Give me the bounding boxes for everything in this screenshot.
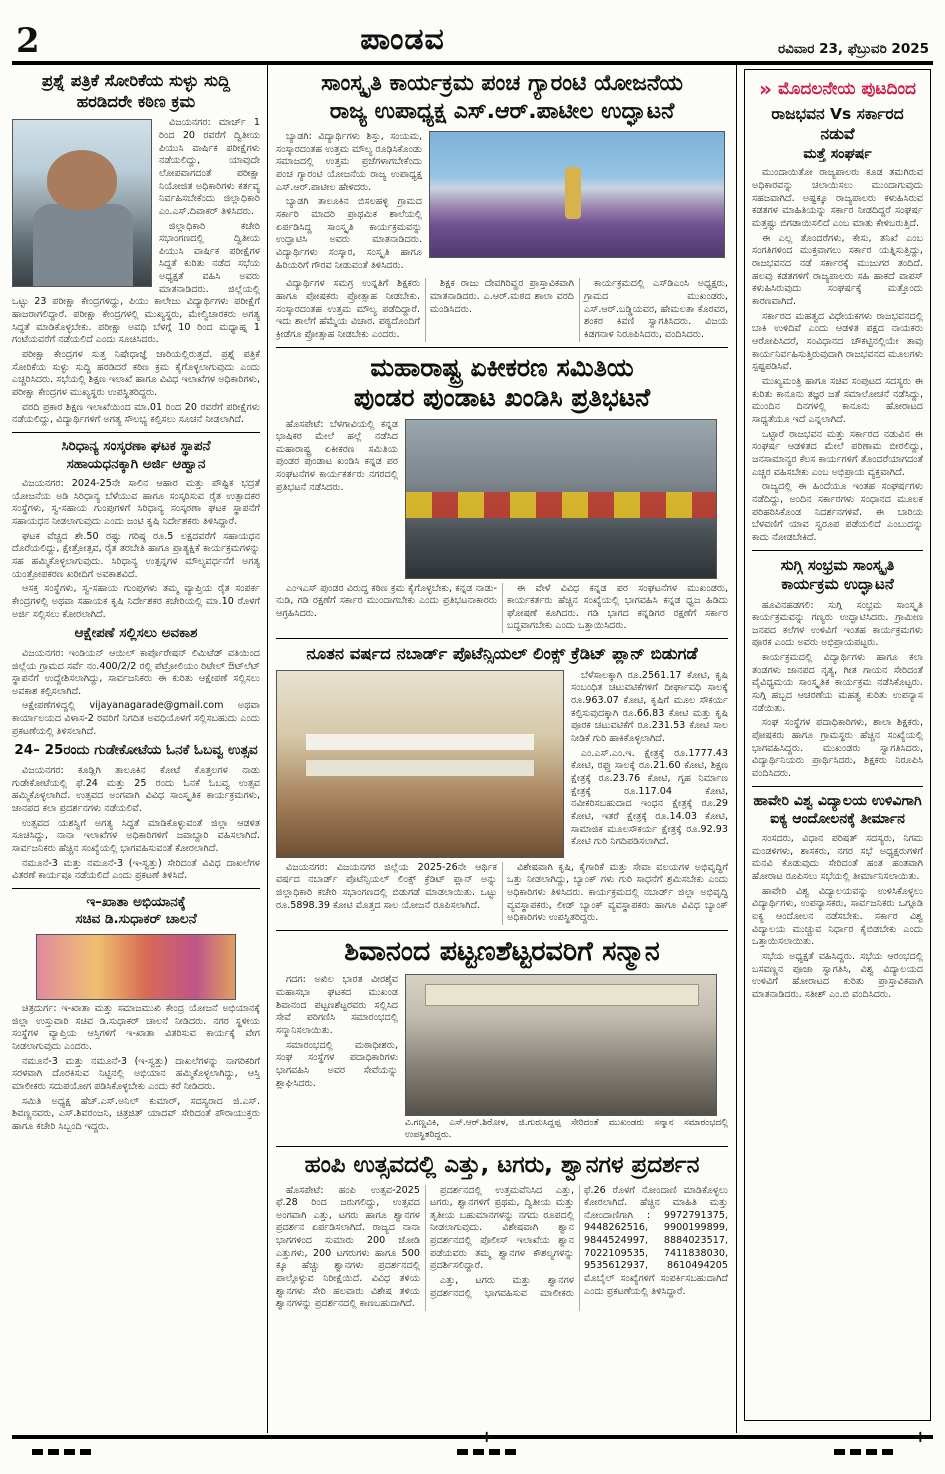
article-haveri-university	[752, 792, 923, 1002]
crop-marks-center	[457, 1449, 516, 1455]
article-body	[12, 478, 260, 621]
paragraph: ವಿಜಯನಗರ: ಮಾರ್ಚ್ 1 ರಿಂದ 20 ರವರೆಗೆ ದ್ವಿತೀಯ ಪಿಯುಸಿ ವಾರ್ಷಿಕ ಪರೀಕ್ಷೆಗಳು ನಡೆಯಲಿದ್ದು, ಯಾವುದೇ ಲೋಪವಾಗದಂತೆ ಪರೀಕ್ಷಾ ನಿಯೋಜಿತ ಅಧಿಕಾರಿಗಳು ಕರ್ತವ್ಯ ನಿರ್ವಹಿಸಬೇಕೆಂದು ಜಿಲ್ಲಾಧಿಕಾರಿ ಎಂ.ಎಸ್.ದಿವಾಕರ್ ತಿಳಿಸಿದರು.	[159, 117, 260, 217]
article-rajbhavan-vs-govt	[752, 77, 923, 545]
paragraph: ಚಿತ್ರದುರ್ಗ: ಇ-ಖಾತಾ ಮತ್ತು ಸಮಾಜಮುಖಿ ಕೇಂದ್ರ ಯೋಜನೆ ಅಭಿಯಾನಕ್ಕೆ ಜಿಲ್ಲಾ ಉಸ್ತುವಾರಿ ಸಚಿವ ಡಿ.ಸುಧಾಕರ್ ಚಾಲನೆ ನೀಡಿದರು. ನಗರ ಸ್ಥಳೀಯ ಸಂಸ್ಥೆಗಳ ವ್ಯಾಪ್ತಿಯ ಆಸ್ತಿಗಳಿಗೆ ಇ-ಖಾತಾ ವಿತರಿಸುವ ಕಾರ್ಯಕ್ಕೆ ವೇಗ ನೀಡಲಾಗುವುದು ಎಂದರು.	[12, 1003, 260, 1052]
paragraph: ಸಭೆಯ ಅಧ್ಯಕ್ಷತೆ ವಹಿಸಿದ್ದರು. ಸಭೆಯ ಆರಂಭದಲ್ಲಿ ಬಸವಣ್ಣನ ಪೂಜಾ ಸ್ವಾಗತಿಸಿ, ವಿಶ್ವ ವಿದ್ಯಾಲಯದ ಉಳಿವಿಗೆ ಹೋರಾಟದ ಕುರಿತು ಪ್ರಾಸ್ತಾವಿಕವಾಗಿ ಮಾತನಾಡಿದರು. ಸತೀಶ್ ಎಂ.ಬಿ ವಂದಿಸಿದರು.	[752, 950, 923, 1000]
article-lead	[276, 131, 422, 274]
paragraph: ಆಸಕ್ತ ಸಂಸ್ಥೆಗಳು, ಸ್ವ-ಸಹಾಯ ಗುಂಪುಗಳು ತಮ್ಮ ವ್ಯಾಪ್ತಿಯ ರೈತ ಸಂಪರ್ಕ ಕೇಂದ್ರಗಳಲ್ಲಿ ಅಥವಾ ಸಹಾಯಕ ಕೃಷಿ ನಿರ್ದೇಶಕರ ಕಚೇರಿಯಲ್ಲಿ ಮಾ.10 ರೊಳಗೆ ಅರ್ಜಿ ಸಲ್ಲಿಸಲು ಕೋರಲಾಗಿದೆ.	[12, 583, 260, 620]
paragraph: ಈ ಎಲ್ಲ ತೊಂದರೆಗಳು, ಕೇಸು, ತನಿಖೆ ಎಂಬ ಸಂಗತಿಗಳಿಂದ ಮುಕ್ತವಾಗಲು ಸರ್ಕಾರ ಯತ್ನಿಸುತ್ತಿದ್ದು, ರಾಜಭವನದ ನಡೆ ಸರ್ಕಾರಕ್ಕೆ ಮುಜುಗರ ತಂದಿದೆ. ಹಲವು ಕಡತಗಳಿಗೆ ರಾಜ್ಯಪಾಲರು ಸಹಿ ಹಾಕದೆ ವಾಪಸ್ ಕಳುಹಿಸಿರುವುದು ಸಂಘರ್ಷಕ್ಕೆ ಮತ್ತೊಂದು ಕಾರಣವಾಗಿದೆ.	[752, 232, 923, 308]
paragraph: ಒಟ್ಟಾರೆ ರಾಜಭವನ ಮತ್ತು ಸರ್ಕಾರದ ನಡುವಿನ ಈ ಸಂಘರ್ಷ ಆಡಳಿತದ ಮೇಲೆ ಪರಿಣಾಮ ಬೀರಲಿದ್ದು, ಜನಸಾಮಾನ್ಯರ ಕೆಲಸ ಕಾರ್ಯಗಳಿಗೆ ತೊಂದರೆಯಾಗದಂತೆ ಎಚ್ಚರ ವಹಿಸಬೇಕು ಎಂಬ ಅಭಿಪ್ರಾಯ ವ್ಯಕ್ತವಾಗಿದೆ.	[752, 428, 923, 478]
headline: ಪ್ರಶ್ನೆ ಪತ್ರಿಕೆ ಸೋರಿಕೆಯ ಸುಳ್ಳು ಸುದ್ದಿ ಹರಡಿದರೇ ಕಠಿಣ ಕ್ರಮ	[41, 71, 231, 111]
paragraph: ಬ್ಯಾಡಗಿ: ವಿದ್ಯಾರ್ಥಿಗಳು ಶಿಸ್ತು, ಸಂಯಮ, ಸಂಸ್ಕಾರದಂತಹ ಉತ್ತಮ ಮೌಲ್ಯ ರೂಢಿಸಿಕೊಂಡು ಸಮಾಜದಲ್ಲಿ ಉತ್ತಮ ಪ್ರಜೆಗಳಾಗಬೇಕೆಂದು ಪಂಚ ಗ್ಯಾರಂಟಿ ಯೋಜನೆಯ ರಾಜ್ಯ ಉಪಾಧ್ಯಕ್ಷ ಎಸ್.ಆರ್.ಪಾಟೀಲ ಹೇಳಿದರು.	[276, 131, 422, 193]
article-side-text	[571, 670, 728, 858]
paragraph: ಎಂಇಎಸ್ ಪುಂಡರ ವಿರುದ್ಧ ಕಠಿಣ ಕ್ರಮ ಕೈಗೊಳ್ಳಬೇಕು, ಕನ್ನಡ ನಾಡು-ನುಡಿ, ಗಡಿ ರಕ್ಷಣೆಗೆ ಸರ್ಕಾರ ಮುಂದಾಗಬೇಕು ಎಂದು ಪ್ರತಿಭಟನಾಕಾರರು ಆಗ್ರಹಿಸಿದರು.	[276, 582, 497, 619]
paragraph: ಸಂಸದರು, ವಿಧಾನ ಪರಿಷತ್ ಸದಸ್ಯರು, ನಿಗಮ ಮಂಡಳಿಗಳು, ಶಾಸಕರು, ನಗರ ಸಭೆ ಅಧ್ಯಕ್ಷರುಗಳಿಗೆ ಮನವಿ ಕೊಡುವುದು ಸೇರಿದಂತೆ ಹಂತ ಹಂತವಾಗಿ ಹೋರಾಟ ರೂಪಿಸಲು ಸಭೆಯಲ್ಲಿ ತೀರ್ಮಾನಿಸಲಾಯಿತು.	[752, 833, 923, 883]
divider	[12, 432, 260, 433]
headline: ಆಕ್ಷೇಪಣೆ ಸಲ್ಲಿಸಲು ಅವಕಾಶ	[74, 625, 198, 642]
print-marks	[12, 1427, 933, 1465]
paragraph: ಶಿಕ್ಷಕ ರಾಜು ದೇವಗಿರಿವ್ಹರ ಪ್ರಾಸ್ತಾವಿಕವಾಗಿ ಮಾತನಾಡಿದರು. ಎ.ಆರ್.ಮಠದ ಶಾಲಾ ವರದಿ ಮಂಡಿಸಿದರು.	[430, 278, 574, 315]
paragraph: ಬೆಳೆಸಾಲಕ್ಕಾಗಿ ರೂ.2561.17 ಕೋಟಿ, ಕೃಷಿ ಸಂಬಂಧಿತ ಚಟುವಟಿಕೆಗಳಿಗೆ ದೀರ್ಘಾವಧಿ ಸಾಲಕ್ಕೆ ರೂ.963.07 ಕೋಟಿ, ಕೃಷಿಗೆ ಮೂಲ ಸೌಕರ್ಯ ಕಲ್ಪಿಸುವುದಕ್ಕಾಗಿ ರೂ.66.83 ಕೋಟಿ ಮತ್ತು ಕೃಷಿ ಪೂರಕ ಚಟುವಟಿಕೆಗೆ ರೂ.231.53 ಕೋಟಿ ಸಾಲ ನೀಡಿಕೆ ಗುರಿ ಹಾಕಿಕೊಳ್ಳಲಾಗಿದೆ.	[571, 669, 728, 745]
divider	[752, 786, 923, 787]
headline: ಹಾವೇರಿ ವಿಶ್ವ ವಿದ್ಯಾಲಯ ಉಳಿವಿಗಾಗಿ ಐಕ್ಯ ಆಂದೋಲನಕ್ಕೆ ತೀರ್ಮಾನ	[753, 792, 922, 827]
article-suggi-sambhrama	[752, 556, 923, 781]
paragraph: ಘಟಕ ವೆಚ್ಚದ ಶೇ.50 ರಷ್ಟು ಗರಿಷ್ಠ ರೂ.5 ಲಕ್ಷದವರೆಗೆ ಸಹಾಯಧನ ದೊರೆಯಲಿದ್ದು, ಕ್ಷೇತ್ರೋತ್ಸವ, ರೈತ ತರಬೇತಿ ಹಾಗೂ ಪ್ರಾತ್ಯಕ್ಷಿಕೆ ಕಾರ್ಯಕ್ರಮಗಳನ್ನು ಸಹ ಹಮ್ಮಿಕೊಳ್ಳಲಾಗುವುದು. ಸಿರಿಧಾನ್ಯ ಉತ್ಪನ್ನಗಳ ಮೌಲ್ಯವರ್ಧನೆಗೆ ಅಗತ್ಯ ಯಂತ್ರೋಪಕರಣ ಖರೀದಿಗೆ ಅವಕಾಶವಿದೆ.	[12, 530, 260, 580]
paragraph: ನಮೂನೆ-3 ಮತ್ತು ನಮೂನೆ-3 (ಇ-ಸ್ವತ್ತು) ದಾಖಲೆಗಳನ್ನು ನಾಗರಿಕರಿಗೆ ಸರಳವಾಗಿ ದೊರಕಿಸುವ ನಿಟ್ಟಿನಲ್ಲಿ ಅಭಿಯಾನ ಹಮ್ಮಿಕೊಳ್ಳಲಾಗಿದ್ದು, ಆಸ್ತಿ ಮಾಲೀಕರು ಸದುಪಯೋಗ ಪಡಿಸಿಕೊಳ್ಳಬೇಕು ಎಂದು ಕರೆ ನೀಡಿದರು.	[12, 1055, 260, 1092]
paragraph: ಸಮಾರಂಭದಲ್ಲಿ ಮಠಾಧೀಶರು, ಸಂಘ ಸಂಸ್ಥೆಗಳ ಪದಾಧಿಕಾರಿಗಳು ಭಾಗವಹಿಸಿ ಅವರ ಸೇವೆಯನ್ನು ಶ್ಲಾಘಿಸಿದರು.	[276, 1039, 398, 1089]
paragraph: ಹಾವೇರಿ ವಿಶ್ವ ವಿದ್ಯಾಲಯವನ್ನು ಉಳಿಸಿಕೊಳ್ಳಲು ವಿದ್ಯಾರ್ಥಿಗಳು, ಉಪನ್ಯಾಸಕರು, ಸಾರ್ವಜನಿಕರು ಒಗ್ಗೂಡಿ ಐಕ್ಯ ಆಂದೋಲನ ನಡೆಸಬೇಕು. ಸರ್ಕಾರ ವಿಶ್ವ ವಿದ್ಯಾಲಯ ಮುಚ್ಚುವ ನಿರ್ಧಾರ ಕೈಬಿಡಬೇಕು ಎಂದು ಒತ್ತಾಯಿಸಲಾಯಿತು.	[752, 885, 923, 948]
headline: ಇ–ಖಾತಾ ಅಭಿಯಾನಕ್ಕೆ ಸಚಿವ ಡಿ.ಸುಧಾಕರ್ ಚಾಲನೆ	[75, 893, 197, 928]
article-nabard-plan	[276, 644, 728, 925]
paragraph: ಕಾರ್ಯಕ್ರಮದಲ್ಲಿ ವಿದ್ಯಾರ್ಥಿಗಳು ಹಾಗೂ ಕಲಾ ತಂಡಗಳು ಜಾನಪದ ನೃತ್ಯ, ಗೀತ ಗಾಯನ ಸೇರಿದಂತೆ ವೈವಿಧ್ಯಮಯ ಸಾಂಸ್ಕೃತಿಕ ಕಾರ್ಯಕ್ರಮ ನಡೆಸಿಕೊಟ್ಟರು. ಸುಗ್ಗಿ ಹಬ್ಬದ ಆಚರಣೆಯ ಮಹತ್ವ ಕುರಿತು ಉಪನ್ಯಾಸ ನಡೆಯಿತು.	[752, 652, 923, 714]
headline: 24– 25ರಂದು ಗುಡೇಕೋಟೆಯ ಓನಕೆ ಓಬವ್ವ ಉತ್ಸವ	[14, 742, 258, 759]
article-body	[276, 583, 728, 634]
felicitation-stage-photo	[405, 974, 717, 1116]
article-body	[12, 1003, 260, 1134]
registration-mark-right: +	[913, 1427, 927, 1446]
headline: ಶಿವಾನಂದ ಪಟ್ಟಣಶೆಟ್ಟರವರಿಗೆ ಸನ್ಮಾನ	[344, 936, 660, 968]
paragraph: ಎತ್ತು, ಟಗರು ಮತ್ತು ಶ್ವಾನಗಳ ಪ್ರದರ್ಶನದಲ್ಲಿ ಭಾಗವಹಿಸುವ ಮಾಲೀಕರು ಫೆ.26 ರೊಳಗೆ ನೋಂದಾಣಿ ಮಾಡಿಕೊಳ್ಳಲು ಕೋರಲಾಗಿದೆ. ಹೆಚ್ಚಿನ ಮಾಹಿತಿ ಮತ್ತು ನೋಂದಾಣಿಗಾಗಿ : 9972791375, 9448262516, 9900199899, 9844524997, 8884023517, 7022109535, 7411838030, 9535612937, 8610494205 ಮೊಬೈಲ್ ಸಂಖ್ಯೆಗಳಿಗೆ ಸಂಪರ್ಕಿಸಬಹುದಾಗಿದೆ ಎಂದು ಪ್ರಕಟಣೆಯಲ್ಲಿ ತಿಳಿಸಿದ್ದಾರೆ.	[430, 1184, 728, 1299]
crop-marks-left	[32, 1449, 91, 1455]
divider	[12, 888, 260, 889]
paragraph: ಪರೀಕ್ಷಾ ಕೇಂದ್ರಗಳ ಸುತ್ತ ನಿಷೇಧಾಜ್ಞೆ ಜಾರಿಯಲ್ಲಿರುತ್ತದೆ. ಪ್ರಶ್ನೆ ಪತ್ರಿಕೆ ಸೋರಿಕೆಯ ಸುಳ್ಳು ಸುದ್ದಿ ಹರಡಿದರೆ ಕಠಿಣ ಕ್ರಮ ಕೈಗೊಳ್ಳಲಾಗುವುದು ಎಂದು ಎಚ್ಚರಿಸಿದರು. ಸಭೆಯಲ್ಲಿ ಶಿಕ್ಷಣ ಇಲಾಖೆ ಹಾಗೂ ವಿವಿಧ ಇಲಾಖೆಗಳ ಅಧಿಕಾರಿಗಳು, ಪರೀಕ್ಷಾ ಕೇಂದ್ರಗಳ ಮುಖ್ಯಸ್ಥರು ಉಪಸ್ಥಿತರಿದ್ದರು.	[12, 349, 260, 399]
district-collector-photo	[12, 119, 152, 287]
cultural-programme-group-photo	[429, 131, 725, 258]
chevron-right-icon: »	[759, 77, 772, 101]
paragraph: ವಿಜಯನಗರ: ಇಂಡಿಯನ್ ಆಯಿಲ್ ಕಾರ್ಪೊರೇಷನ್ ಲಿಮಿಟೆಡ್ ವತಿಯಿಂದ ಜಿಲ್ಲೆಯ ಗ್ರಾಮದ ಸರ್ವೆ ನಂ.400/2/2 ರಲ್ಲಿ ಪೆಟ್ರೋಲಿಯಂ ರಿಟೇಲ್ ಔಟ್‌ಲೆಟ್ ಸ್ಥಾಪನೆಗೆ ಉದ್ದೇಶಿಸಲಾಗಿದ್ದು, ಸಾರ್ವಜನಿಕರು ಈ ಕುರಿತು ಆಕ್ಷೇಪಣೆ ಸಲ್ಲಿಸಲು ಅವಕಾಶ ಕಲ್ಪಿಸಲಾಗಿದೆ.	[12, 647, 260, 697]
article-body	[12, 765, 260, 883]
mes-protest-photo	[405, 419, 717, 579]
article-ekhata	[12, 894, 260, 1134]
ekhata-launch-photo	[36, 934, 236, 1000]
paragraph: ವಿಜಯನಗರ: ವಿಜಯನಗರ ಜಿಲ್ಲೆಯ 2025-26ನೇ ಆರ್ಥಿಕ ವರ್ಷದ ನಬಾರ್ಡ್ ಪೊಟೆನ್ಸಿಯಲ್ ಲಿಂಕ್ಸ್ ಕ್ರೆಡಿಟ್ ಪ್ಲಾನ್ ಅನ್ನು ಜಿಲ್ಲಾಧಿಕಾರಿ ಕಚೇರಿ ಸಭಾಂಗಣದಲ್ಲಿ ಬಿಡುಗಡೆ ಮಾಡಲಾಯಿತು. ಒಟ್ಟು ರೂ.5898.39 ಕೋಟಿ ಮೊತ್ತದ ಸಾಲ ಯೋಜನೆ ರೂಪಿಸಲಾಗಿದೆ.	[276, 861, 497, 911]
kicker-label: ಮೊದಲನೇಯ ಪುಟದಿಂದ	[777, 79, 916, 99]
article-body	[752, 833, 923, 1002]
paragraph: ಹೊಸಪೇಟೆ: ಹಂಪಿ ಉತ್ಸವ-2025 ಫೆ.28 ರಿಂದ ಜರುಗಲಿದ್ದು, ಉತ್ಸವದ ಅಂಗವಾಗಿ ಎತ್ತು, ಟಗರು ಹಾಗೂ ಶ್ವಾನಗಳ ಪ್ರದರ್ಶನ ಏರ್ಪಡಿಸಲಾಗಿದೆ. ರಾಜ್ಯದ ನಾನಾ ಭಾಗಗಳಿಂದ ಸುಮಾರು 200 ಜೋಡಿ ಎತ್ತುಗಳು, 200 ಟಗರುಗಳು ಹಾಗೂ 500 ಕ್ಕೂ ಹೆಚ್ಚು ಶ್ವಾನಗಳು ಪ್ರದರ್ಶನದಲ್ಲಿ ಪಾಲ್ಗೊಳ್ಳುವ ನಿರೀಕ್ಷೆಯಿದೆ. ವಿವಿಧ ತಳಿಯ ಶ್ವಾನಗಳು ಸೇರಿ ಹಲವಾರು ವಿಶೇಷ ತಳಿಯ ಶ್ವಾನಗಳನ್ನು ಪ್ರದರ್ಶನದಲ್ಲಿ ಕಾಣಬಹುದಾಗಿದೆ.	[276, 1184, 420, 1310]
paragraph: ವಿದ್ಯಾರ್ಥಿಗಳ ಸಮಗ್ರ ಉನ್ನತಿಗೆ ಶಿಕ್ಷಕರು ಹಾಗೂ ಪೋಷಕರು ಪ್ರೋತ್ಸಾಹ ನೀಡಬೇಕು. ಸಂಸ್ಕಾರದಂತಹ ಉತ್ತಮ ಮೌಲ್ಯ ಪಡೆದಿದ್ದಾರೆ. ಇದು ಶಾಲೆಗೆ ಹೆಮ್ಮೆಯ ವಿಚಾರ. ಪಠ್ಯದೊಂದಿಗೆ ಕ್ರೀಡೆಗೂ ಪ್ರೋತ್ಸಾಹ ನೀಡಬೇಕು ಎಂದರು.	[276, 278, 420, 340]
paragraph: ಸಂಘ ಸಂಸ್ಥೆಗಳ ಪದಾಧಿಕಾರಿಗಳು, ಶಾಲಾ ಶಿಕ್ಷಕರು, ಪೋಷಕರು ಹಾಗೂ ಗ್ರಾಮಸ್ಥರು ಹೆಚ್ಚಿನ ಸಂಖ್ಯೆಯಲ್ಲಿ ಭಾಗವಹಿಸಿದ್ದರು. ಮುಖಂಡರು ಸ್ವಾಗತಿಸಿದರು, ವಿದ್ಯಾರ್ಥಿನಿಯರು ಪ್ರಾರ್ಥಿಸಿದರು, ಶಿಕ್ಷಕರು ನಿರೂಪಿಸಿ ವಂದಿಸಿದರು.	[752, 717, 923, 780]
paragraph: ರಾಜ್ಯದಲ್ಲಿ ಈ ಹಿಂದೆಯೂ ಇಂತಹ ಸಂಘರ್ಷಗಳು ನಡೆದಿದ್ದು, ಅಂದಿನ ಸರ್ಕಾರಗಳು ಸಂಧಾನದ ಮೂಲಕ ಪರಿಹರಿಸಿಕೊಂಡ ನಿದರ್ಶನಗಳಿವೆ. ಈ ಬಾರಿಯ ಬೆಳವಣಿಗೆ ಯಾವ ಸ್ವರೂಪ ಪಡೆಯಲಿದೆ ಎಂಬುದನ್ನು ಕಾದು ನೋಡಬೇಕಿದೆ.	[752, 481, 923, 543]
masthead-title: ಪಾಂಡವ	[360, 22, 445, 57]
article-obavva-utsav	[12, 742, 260, 882]
issue-date: ರವಿವಾರ 23, ಫೆಬ್ರುವರಿ 2025	[777, 41, 929, 57]
paragraph: ಗದಗ: ಅಖಿಲ ಭಾರತ ವೀರಶೈವ ಮಹಾಸಭಾ ಘಟಕದ ಮುಖಂಡ ಶಿವಾನಂದ ಪಟ್ಟಣಶೆಟ್ಟರವರು ಸಲ್ಲಿಸಿದ ಸೇವೆ ಪರಿಗಣಿಸಿ ಸಮಾರಂಭದಲ್ಲಿ ಸನ್ಮಾನಿಸಲಾಯಿತು.	[276, 974, 398, 1037]
masthead-row	[12, 4, 933, 65]
headline: ಸಿರಿಧಾನ್ಯ ಸಂಸ್ಕರಣಾ ಘಟಕ ಸ್ಥಾಪನೆ ಸಹಾಯಧನಕ್ಕಾಗಿ ಅರ್ಜಿ ಆಹ್ವಾನ	[61, 438, 211, 472]
headline: ಮಹಾರಾಷ್ಟ್ರ ಏಕೀಕರಣ ಸಮಿತಿಯ ಪುಂಡರ ಪುಂಡಾಟ ಖಂಡಿಸಿ ಪ್ರತಿಭಟನೆ	[353, 352, 651, 412]
paragraph: ಕಾರ್ಯಕ್ರಮದಲ್ಲಿ ಎಸ್‌ಡಿಎಂಸಿ ಅಧ್ಯಕ್ಷರು, ಗ್ರಾಮದ ಮುಖಂಡರು, ಎಸ್.ಆರ್.ಬಡ್ಡಿಯವರ, ಹೇಮಲತಾ ಕೊರವರ, ಶಂಕರ ಕಿವಣಿ ಸ್ವಾಗತಿಸಿದರು. ವಿಜಯ ಕಿಡಗನಾಳ ನಿರೂಪಿಸಿದರು, ವಂದಿಸಿದರು.	[584, 278, 728, 340]
headline: ರಾಜಭವನ Vs ಸರ್ಕಾರದ ನಡುವೆ	[771, 105, 904, 144]
paragraph: ಈ ವೇಳೆ ವಿವಿಧ ಕನ್ನಡ ಪರ ಸಂಘಟನೆಗಳ ಮುಖಂಡರು, ಕಾರ್ಯಕರ್ತರು ಹೆಚ್ಚಿನ ಸಂಖ್ಯೆಯಲ್ಲಿ ಭಾಗವಹಿಸಿ ಕನ್ನಡ ಧ್ವಜ ಹಿಡಿದು ಘೋಷಣೆ ಕೂಗಿದರು. ಗಡಿ ಭಾಗದ ಕನ್ನಡಿಗರ ರಕ್ಷಣೆಗೆ ಸರ್ಕಾರ ಬದ್ಧವಾಗಬೇಕು ಎಂದು ಒತ್ತಾಯಿಸಿದರು.	[507, 582, 728, 632]
paragraph: ಮುಖ್ಯಮಂತ್ರಿ ಹಾಗೂ ಸಚಿವ ಸಂಪುಟದ ಸದಸ್ಯರು ಈ ಕುರಿತು ಕಾನೂನು ತಜ್ಞರ ಜತೆ ಸಮಾಲೋಚನೆ ನಡೆಸಿದ್ದು, ಮುಂದಿನ ದಿನಗಳಲ್ಲಿ ಕಾನೂನು ಹೋರಾಟದ ಸಾಧ್ಯತೆಯೂ ಇದೆ ಎನ್ನಲಾಗಿದೆ.	[752, 375, 923, 425]
crop-marks-right	[834, 1449, 893, 1455]
subheadline: ಮತ್ತೆ ಸಂಘರ್ಷ	[803, 146, 872, 163]
page-number: 2	[16, 21, 40, 62]
paragraph: ಪ್ರದರ್ಶನದಲ್ಲಿ ಉತ್ತಮವೆನಿಸಿದ ಎತ್ತು, ಟಗರು, ಶ್ವಾನಗಳಿಗೆ ಪ್ರಥಮ, ದ್ವಿತೀಯ ಮತ್ತು ತೃತೀಯ ಬಹುಮಾನಗಳನ್ನು ನಗದು ರೂಪದಲ್ಲಿ ನೀಡಲಾಗುವುದು. ವಿಶೇಷವಾಗಿ ಶ್ವಾನ ಪ್ರದರ್ಶನದಲ್ಲಿ ಪೊಲೀಸ್ ಇಲಾಖೆಯ ಶ್ವಾನ ಪಡೆಯವರು ತಮ್ಮ ಶ್ವಾನಗಳ ಕೌಶಲ್ಯಗಳನ್ನು ಪ್ರದರ್ಶಿಸಲಿದ್ದಾರೆ.	[430, 1184, 574, 1272]
article-millet-subsidy	[12, 438, 260, 621]
article-cultural-programme	[276, 70, 728, 342]
article-body	[276, 278, 728, 341]
center-column	[268, 65, 737, 1433]
divider	[276, 1146, 728, 1147]
paragraph: ವಿಜಯನಗರ: 2024-25ನೇ ಸಾಲಿನ ಆಹಾರ ಮತ್ತು ಪೌಷ್ಟಿಕ ಭದ್ರತೆ ಯೋಜನೆಯ ಅಡಿ ಸಿರಿಧಾನ್ಯ ಬೆಳೆಯುವ ಹಾಗೂ ಸಂಸ್ಕರಿಸುವ ರೈತ ಉತ್ಪಾದಕರ ಸಂಸ್ಥೆಗಳು, ಸ್ವ-ಸಹಾಯ ಗುಂಪುಗಳಿಗೆ ಸಿರಿಧಾನ್ಯ ಸಂಸ್ಕರಣಾ ಘಟಕ ಸ್ಥಾಪನೆಗೆ ಸಹಾಯಧನ ನೀಡಲಾಗುವುದು ಎಂದು ಜಂಟಿ ಕೃಷಿ ನಿರ್ದೇಶಕರು ತಿಳಿಸಿದ್ದಾರೆ.	[12, 478, 260, 528]
divider	[276, 638, 728, 639]
paragraph: ವಿಶೇಷವಾಗಿ ಕೃಷಿ, ಕೈಗಾರಿಕೆ ಮತ್ತು ಸೇವಾ ವಲಯಗಳ ಅಭಿವೃದ್ಧಿಗೆ ಒತ್ತು ನೀಡಲಾಗಿದ್ದು, ಬ್ಯಾಂಕ್ ಗಳು ಗುರಿ ಸಾಧನೆಗೆ ಶ್ರಮಿಸಬೇಕು ಎಂದು ಅಧಿಕಾರಿಗಳು ತಿಳಿಸಿದರು. ಕಾರ್ಯಕ್ರಮದಲ್ಲಿ ನಬಾರ್ಡ್ ಜಿಲ್ಲಾ ಅಭಿವೃದ್ಧಿ ವ್ಯವಸ್ಥಾಪಕರು, ಲೀಡ್ ಬ್ಯಾಂಕ್ ವ್ಯವಸ್ಥಾಪಕರು ಹಾಗೂ ವಿವಿಧ ಬ್ಯಾಂಕ್ ಅಧಿಕಾರಿಗಳು ಉಪಸ್ಥಿತರಿದ್ದರು.	[507, 861, 728, 924]
nabard-plan-release-photo	[276, 670, 564, 858]
paragraph: ಬ್ಯಾಡಗಿ ತಾಲೂಕಿನ ಬಿಸಲಹಳ್ಳಿ ಗ್ರಾಮದ ಸರ್ಕಾರಿ ಮಾದರಿ ಪ್ರಾಥಮಿಕ ಶಾಲೆಯಲ್ಲಿ ಏರ್ಪಡಿಸಿದ್ದ ಸಾಂಸ್ಕೃತಿ ಕಾರ್ಯಕ್ರಮವನ್ನು ಉದ್ಘಾಟಿಸಿ ಅವರು ಮಾತನಾಡಿದರು. ವಿದ್ಯಾರ್ಥಿಗಳು ಸಂಸ್ಕಾರ, ಸಂಸ್ಕೃತಿ ಹಾಗೂ ಹಿರಿಯರಿಗೆ ಗೌರವ ನೀಡುವಂತೆ ತಿಳಿಸಿದರು.	[276, 196, 422, 271]
paragraph: ಸರ್ಕಾರದ ಮಹತ್ವದ ವಿಧೇಯಕಗಳು ರಾಜಭವನದಲ್ಲಿ ಬಾಕಿ ಉಳಿದಿವೆ ಎಂದು ಆಡಳಿತ ಪಕ್ಷದ ನಾಯಕರು ಆರೋಪಿಸಿದರೆ, ಸಂವಿಧಾನದ ಚೌಕಟ್ಟಿನಲ್ಲಿಯೇ ತಾವು ಕಾರ್ಯನಿರ್ವಹಿಸುತ್ತಿರುವುದಾಗಿ ರಾಜಭವನದ ಮೂಲಗಳು ಸ್ಪಷ್ಟಪಡಿಸಿವೆ.	[752, 310, 923, 373]
divider	[752, 550, 923, 551]
article-felicitation	[276, 936, 728, 1141]
paragraph: ವರದಿ ಪ್ರಕಾರ ಶಿಕ್ಷಣ ಇಲಾಖೆಯಿಂದ ಮಾ.01 ರಿಂದ 20 ರವರೆಗೆ ಪರೀಕ್ಷೆಗಳು ನಡೆಯಲಿದ್ದು, ವಿದ್ಯಾರ್ಥಿಗಳಿಗೆ ಅಗತ್ಯ ಸೌಲಭ್ಯ ಕಲ್ಪಿಸಲು ಸೂಚನೆ ನೀಡಲಾಗಿದೆ.	[12, 401, 260, 426]
paragraph: ಆಕ್ಷೇಪಣೆಗಳಿದ್ದಲ್ಲಿ vijayanagarade@gmail.com ಅಥವಾ ಕಾರ್ಯಾಲಯದ ವಿಳಾಸ-2 ರವರಿಗೆ ನಿಗದಿತ ಅವಧಿಯೊಳಗೆ ಸಲ್ಲಿಸಬಹುದು ಎಂದು ಪ್ರಕಟಣೆಯಲ್ಲಿ ತಿಳಿಸಲಾಗಿದೆ.	[12, 700, 260, 737]
article-hampi-utsav	[276, 1152, 728, 1311]
article-objections	[12, 625, 260, 738]
article-body	[276, 1185, 728, 1312]
paragraph: ಉತ್ಸವದ ಯಶಸ್ವಿಗೆ ಅಗತ್ಯ ಸಿದ್ಧತೆ ಮಾಡಿಕೊಳ್ಳುವಂತೆ ಜಿಲ್ಲಾ ಆಡಳಿತ ಸೂಚಿಸಿದ್ದು, ನಾನಾ ಇಲಾಖೆಗಳ ಅಧಿಕಾರಿಗಳಿಗೆ ಜವಾಬ್ದಾರಿ ವಹಿಸಲಾಗಿದೆ. ಸಾರ್ವಜನಿಕರು ಹೆಚ್ಚಿನ ಸಂಖ್ಯೆಯಲ್ಲಿ ಭಾಗವಹಿಸುವಂತೆ ಕೋರಲಾಗಿದೆ.	[12, 817, 260, 854]
paragraph: ಸಮಿತಿ ಅಧ್ಯಕ್ಷ ಹೆಚ್.ಎಸ್.ಅನಿಲ್ ಕುಮಾರ್, ಸದಸ್ಯರಾದ ಜಿ.ಎಸ್. ಶಿವಣ್ಣನವರು, ಎಸ್.ಶಿವರಂಜನಿ, ಚಿತ್ರಜಿತ್ ಯಾದವ್ ಸೇರಿದಂತೆ ಪೌರಾಯುಕ್ತರು ಹಾಗೂ ಕಚೇರಿ ಸಿಬ್ಬಂದಿ ಇದ್ದರು.	[12, 1095, 260, 1132]
article-lead	[276, 419, 398, 579]
article-body	[12, 648, 260, 739]
paragraph: ಜಿಲ್ಲಾಧಿಕಾರಿ ಕಚೇರಿ ಸಭಾಂಗಣದಲ್ಲಿ ದ್ವಿತೀಯ ಪಿಯುಸಿ ವಾರ್ಷಿಕ ಪರೀಕ್ಷೆಗಳ ಸಿದ್ಧತೆ ಕುರಿತು ನಡೆದ ಸಭೆಯ ಅಧ್ಯಕ್ಷತೆ ವಹಿಸಿ ಅವರು ಮಾತನಾಡಿದರು. ಜಿಲ್ಲೆಯಲ್ಲಿ ಒಟ್ಟು 23 ಪರೀಕ್ಷಾ ಕೇಂದ್ರಗಳಿದ್ದು, ಪಿಯು ಕಾಲೇಜು ವಿದ್ಯಾರ್ಥಿಗಳು ಪರೀಕ್ಷೆಗೆ ಹಾಜರಾಗಲಿದ್ದಾರೆ. ಪರೀಕ್ಷಾ ಕೇಂದ್ರಗಳಲ್ಲಿ ಮುಖ್ಯಸ್ಥರು, ಮೇಲ್ವಿಚಾರಕರು ಅಗತ್ಯ ಸಿದ್ಧತೆ ಮಾಡಿಕೊಳ್ಳಬೇಕು. ಪರೀಕ್ಷಾ ಅವಧಿ ಬೆಳಗ್ಗೆ 10 ರಿಂದ ಮಧ್ಯಾಹ್ನ 1 ಗಂಟೆಯವರೆಗೆ ನಡೆಯಲಿದೆ ಎಂದು ಸೂಚಿಸಿದರು.	[12, 220, 260, 346]
right-column	[737, 65, 933, 1433]
article-body	[276, 862, 728, 925]
left-column	[12, 65, 268, 1433]
paragraph: ಹೊಸಪೇಟೆ: ಬೆಳಗಾವಿಯಲ್ಲಿ ಕನ್ನಡ ಭಾಷಿಕರ ಮೇಲೆ ಹಲ್ಲೆ ನಡೆಸಿದ ಮಹಾರಾಷ್ಟ್ರ ಏಕೀಕರಣ ಸಮಿತಿಯ ಪುಂಡರ ಪುಂಡಾಟ ಖಂಡಿಸಿ ಕನ್ನಡ ಪರ ಸಂಘಟನೆಗಳ ಕಾರ್ಯಕರ್ತರು ನಗರದಲ್ಲಿ ಪ್ರತಿಭಟನೆ ನಡೆಸಿದರು.	[276, 418, 398, 493]
paragraph: ವಿಜಯನಗರ: ಕೂಡ್ಲಿಗಿ ತಾಲೂಕಿನ ಕೋಟೆ ಕೊತ್ತಲಗಳ ನಾಡು ಗುಡೇಕೋಟೆಯಲ್ಲಿ ಫೆ.24 ಮತ್ತು 25 ರಂದು ಓನಕೆ ಓಬವ್ವ ಉತ್ಸವ ಹಮ್ಮಿಕೊಳ್ಳಲಾಗಿದೆ. ಉತ್ಸವದ ಅಂಗವಾಗಿ ವಿವಿಧ ಸಾಂಸ್ಕೃತಿಕ ಕಾರ್ಯಕ್ರಮಗಳು, ಜಾನಪದ ಕಲಾ ಪ್ರದರ್ಶನಗಳು ನಡೆಯಲಿವೆ.	[12, 765, 260, 814]
divider	[276, 930, 728, 931]
continued-kicker	[752, 77, 923, 101]
article-lead	[276, 974, 398, 1141]
paragraph: ಮುಂದಾಯಿತೋ ರಾಜ್ಯಪಾಲರು ಕೂಡ ತಮಗಿರುವ ಅಧಿಕಾರವನ್ನು ಚಲಾಯಿಸಲು ಮುಂದಾಗುವುದು ಸಹಜವಾಗಿದೆ. ಅಷ್ಟಕ್ಕೂ ರಾಜ್ಯಪಾಲರು ಕಳುಹಿಸಿರುವ ಕಡತಗಳ ಮಾಹಿತಿಯನ್ನು ಸರ್ಕಾರ ನೀಡದಿದ್ದರೆ ಸಂಘರ್ಷ ಮತ್ತಷ್ಟು ಬಿಗಡಾಯಿಸಲಿದೆ ಎಂಬ ಮಾತು ಕೇಳಿಬರುತ್ತಿದೆ.	[752, 167, 923, 230]
headline: ಹಂಪಿ ಉತ್ಸವದಲ್ಲಿ ಎತ್ತು, ಟಗರು, ಶ್ವಾನಗಳ ಪ್ರದರ್ಶನ	[304, 1151, 700, 1178]
headline: ಸುಗ್ಗಿ ಸಂಭ್ರಮ ಸಾಂಸ್ಕೃತಿ ಕಾರ್ಯಕ್ರಮ ಉದ್ಘಾಟನೆ	[780, 555, 895, 593]
photo-caption: ವಿ.ಗಣ್ಣವಿಕಿ, ಎಸ್.ಆರ್.ಶಿರೋಳ, ಜಿ.ಗುರುಸಿದ್ದಪ್ಪ ಸೇರಿದಂತೆ ಮುಖಂಡರು ಸನ್ಮಾನ ಸಮಾರಂಭದಲ್ಲಿ ಉಪಸ್ಥಿತರಿದ್ದರು.	[405, 1118, 728, 1140]
article-body	[752, 167, 923, 544]
paragraph: ನಮೂನೆ-3 ಮತ್ತು ನಮೂನೆ-3 (ಇ-ಸ್ವತ್ತು) ಸೇರಿದಂತೆ ವಿವಿಧ ದಾಖಲೆಗಳ ವಿತರಣೆ ಕಾರ್ಯವೂ ನಡೆಯಲಿದೆ ಎಂದು ಪ್ರಕಟಣೆ ತಿಳಿಸಿದೆ.	[12, 857, 260, 882]
page-body	[12, 65, 933, 1433]
article-question-paper	[12, 71, 260, 427]
right-column-box	[744, 69, 931, 1421]
article-body	[752, 600, 923, 781]
article-mes-protest	[276, 353, 728, 634]
paragraph: ಎಂ.ಎಸ್.ಎಂ.ಇ. ಕ್ಷೇತ್ರಕ್ಕೆ ರೂ.1777.43 ಕೋಟಿ, ರಫ್ತು ಸಾಲಕ್ಕೆ ರೂ.21.60 ಕೋಟಿ, ಶಿಕ್ಷಣ ಕ್ಷೇತ್ರಕ್ಕೆ ರೂ.23.76 ಕೋಟಿ, ಗೃಹ ನಿರ್ಮಾಣ ಕ್ಷೇತ್ರಕ್ಕೆ ರೂ.117.04 ಕೋಟಿ, ನವೀಕರಿಸಬಹುದಾದ ಇಂಧನ ಕ್ಷೇತ್ರಕ್ಕೆ ರೂ.29 ಕೋಟಿ, ಇತರೆ ಕ್ಷೇತ್ರಕ್ಕೆ ರೂ.14.03 ಕೋಟಿ, ಸಾಮಾಜಿಕ ಮೂಲಸೌಕರ್ಯ ಕ್ಷೇತ್ರಕ್ಕೆ ರೂ.92.93 ಕೋಟಿ ಗುರಿ ನಿಗದಿಪಡಿಸಲಾಗಿದೆ.	[571, 747, 728, 848]
headline: ಸಾಂಸ್ಕೃತಿ ಕಾರ್ಯಕ್ರಮ ಪಂಚ ಗ್ಯಾರಂಟಿ ಯೋಜನೆಯ ರಾಜ್ಯ ಉಪಾಧ್ಯಕ್ಷ ಎಸ್.ಆರ್.ಪಾಟೀಲ ಉದ್ಘಾಟನೆ	[321, 71, 683, 124]
divider	[276, 347, 728, 348]
headline: ನೂತನ ವರ್ಷದ ನಬಾರ್ಡ್ ಪೊಟೆನ್ಸಿಯಲ್ ಲಿಂಕ್ಸ್ ಕ್ರೆಡಿಟ್ ಪ್ಲಾನ್ ಬಿಡುಗಡೆ	[306, 644, 698, 664]
paragraph: ಹೂವಿನಹಡಗಲಿ: ಸುಗ್ಗಿ ಸಂಭ್ರಮ ಸಾಂಸ್ಕೃತಿ ಕಾರ್ಯಕ್ರಮವನ್ನು ಗಣ್ಯರು ಉದ್ಘಾಟಿಸಿದರು. ಗ್ರಾಮೀಣ ಜನಪದ ಕಲೆಗಳ ಉಳಿವಿಗೆ ಇಂತಹ ಕಾರ್ಯಕ್ರಮಗಳು ಪೂರಕ ಎಂದು ಅವರು ಅಭಿಪ್ರಾಯಪಟ್ಟರು.	[752, 599, 923, 649]
registration-mark-center: +	[480, 1427, 494, 1446]
